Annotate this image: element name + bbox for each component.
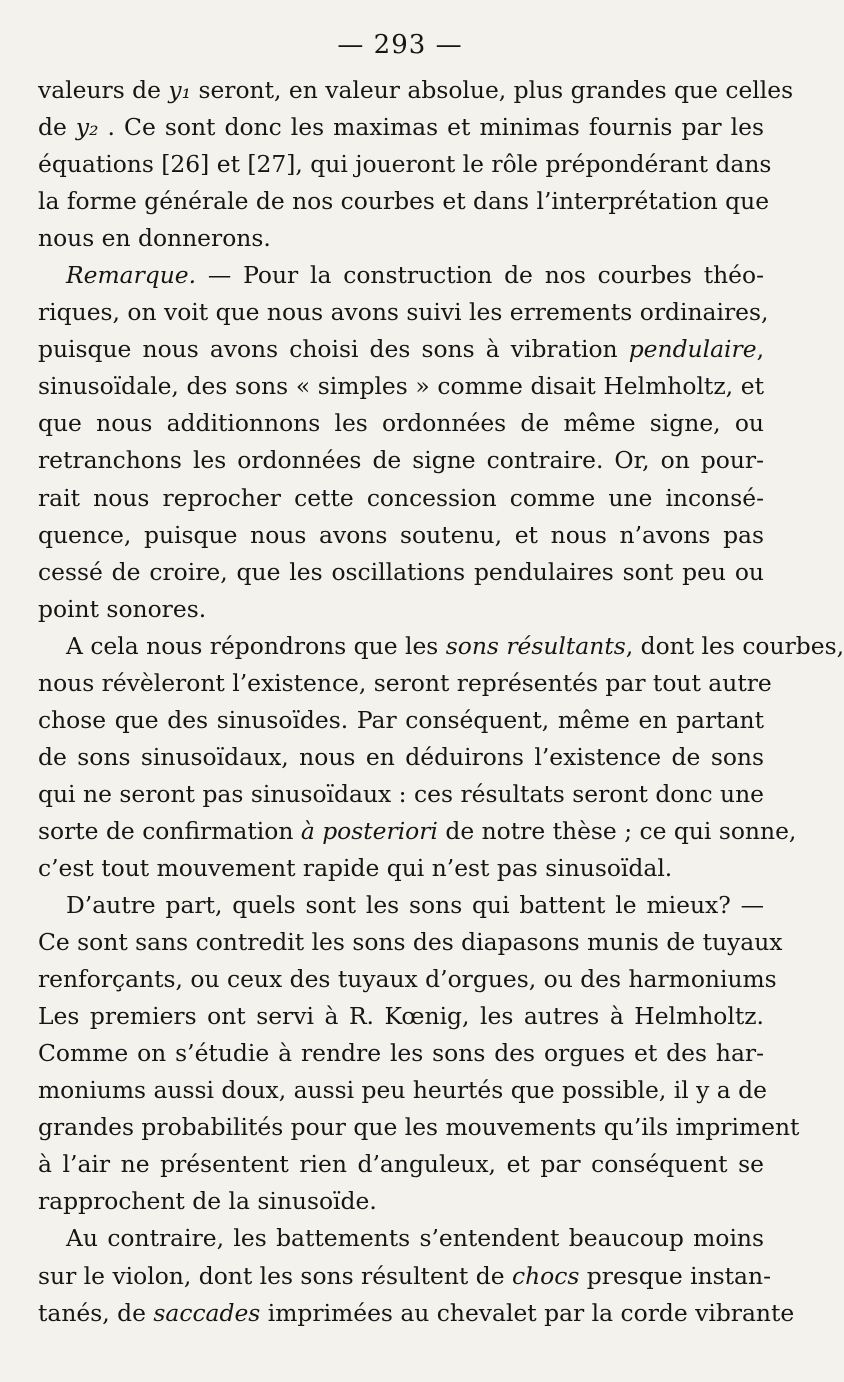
italic-run: y₂ [75,113,99,142]
text-run: point sonores. [38,594,207,623]
text-run: nous en donnerons. [38,224,271,253]
text-run: de [38,113,76,142]
text-line [38,368,764,405]
text-run: imprimées au chevalet par la corde vibrante [260,1298,795,1327]
text-run: rait nous reprocher cette concession comme une inconsé- [38,483,764,512]
text-line [38,405,764,442]
text-line [38,591,764,628]
text-line [38,257,764,294]
text-line [38,109,764,146]
text-line [38,739,764,776]
text-run: la forme générale de nos courbes et dans l’interprétation que [38,187,770,216]
folio-text: — 293 — [337,30,463,60]
text-run: tanés, de [38,1298,154,1327]
italic-run: à posteriori [300,816,438,845]
text-line [38,1183,764,1220]
text-run: renforçants, ou ceux des tuyaux d’orgues, ou des harmoniums [38,965,777,994]
italic-run: y₁ [168,76,192,104]
text-line [38,1035,764,1072]
text-line [38,961,777,998]
text-run: sinusoïdale, des sons « simples » comme disait Helmholtz, et [38,372,764,401]
text-line [38,1220,764,1257]
text-run: Les premiers ont servi à R. Kœnig, les autres à Helmholtz. [38,1002,764,1031]
text-run: riques, on voit que nous avons suivi les errements ordinaires, [38,298,769,327]
text-run: presque instan- [579,1261,771,1290]
text-run: moniums aussi doux, aussi peu heurtés que possible, il y a de [38,1076,767,1105]
text-line [38,72,794,109]
text-line [38,1295,795,1332]
text-line [38,1146,764,1183]
text-line [38,331,764,368]
text-run: c’est tout mouvement rapide qui n’est pas sinusoïdal. [38,853,673,882]
text-line [38,628,844,665]
text-run: valeurs de [38,76,169,104]
text-line [38,850,764,887]
text-run: Ce sont sans contredit les sons des diapasons munis de tuyaux [38,928,783,957]
text-run: grandes probabilités pour que les mouvements qu’ils impriment [38,1113,800,1142]
italic-run: Remarque. [66,261,197,290]
page-number [0,30,800,60]
text-run: . Ce sont donc les maximas et minimas fournis par les [98,113,764,142]
text-run: sorte de confirmation [38,816,301,845]
text-run: A cela nous répondrons que les [66,631,446,660]
text-run: Au contraire, les battements s’entendent beaucoup moins [66,1224,764,1253]
text-run: Comme on s’étudie à rendre les sons des orgues et des har- [38,1039,764,1068]
italic-run: pendulaire [628,335,757,364]
text-line [38,1258,771,1295]
text-line [38,294,769,331]
text-line [38,702,764,739]
text-line [38,924,783,961]
text-run: D’autre part, quels sont les sons qui battent le mieux? — [66,891,764,920]
text-run: chose que des sinusoïdes. Par conséquent, même en partant [38,705,764,734]
text-line [38,442,764,479]
text-run: , [756,335,764,364]
text-run: quence, puisque nous avons soutenu, et nous n’avons pas [38,520,764,549]
text-line [38,554,764,591]
text-run: équations [26] et [27], qui joueront le rôle prépondérant dans [38,150,772,179]
text-line [38,480,764,517]
text-line [38,776,764,813]
text-line [38,183,770,220]
text-run: — Pour la construction de nos courbes théo- [196,261,764,290]
text-run: sur le violon, dont les sons résultent de [38,1261,512,1290]
text-line [38,998,764,1035]
text-run: à l’air ne présentent rien d’anguleux, et par conséquent se [38,1150,764,1179]
text-run: de sons sinusoïdaux, nous en déduirons l’existence de sons [38,742,764,771]
text-line [38,665,772,702]
text-run: retranchons les ordonnées de signe contraire. Or, on pour- [38,446,764,475]
text-run: nous révèleront l’existence, seront représentés par tout autre [38,668,772,697]
text-run: cessé de croire, que les oscillations pendulaires sont peu ou [38,557,764,586]
text-run: , dont les courbes, [625,631,844,660]
text-run: de notre thèse ; ce qui sonne, [437,816,797,845]
text-line [38,887,764,924]
body-text [38,72,844,1332]
text-run: que nous additionnons les ordonnées de même signe, ou [38,409,764,438]
italic-run: chocs [512,1261,580,1290]
text-line [38,813,797,850]
text-line [38,1072,767,1109]
text-line [38,1109,800,1146]
text-line [38,220,764,257]
text-run: rapprochent de la sinusoïde. [38,1187,377,1216]
text-line [38,517,764,554]
text-run: seront, en valeur absolue, plus grandes que celles [191,76,794,104]
italic-run: saccades [153,1298,261,1327]
text-run: qui ne seront pas sinusoïdaux : ces résultats seront donc une [38,779,764,808]
italic-run: sons résultants [445,631,626,660]
text-run: puisque nous avons choisi des sons à vibration [38,335,629,364]
text-line [38,146,772,183]
